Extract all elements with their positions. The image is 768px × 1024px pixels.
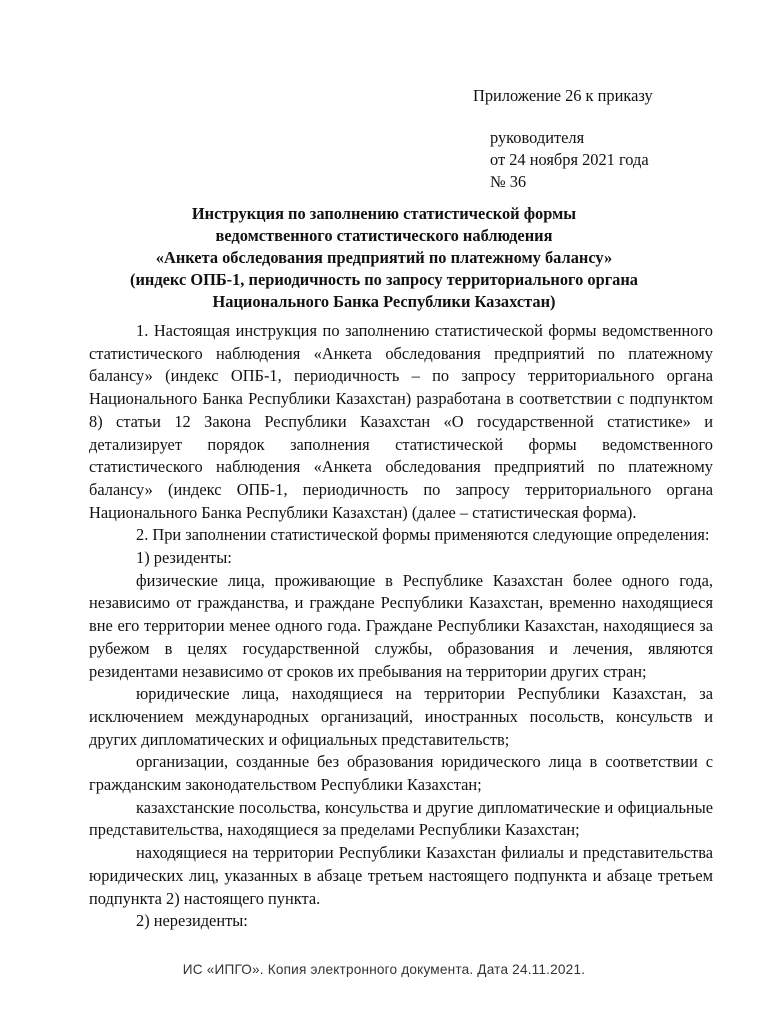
document-footer: ИС «ИПГО». Копия электронного документа. Дата 24.11.2021. <box>182 962 586 977</box>
title-line: ведомственного статистического наблюдения <box>215 226 553 245</box>
paragraph-residents-branches: находящиеся на территории Республики Казахстан филиалы и представительства юридических лиц, указанных в абзаце третьем настоящего подпункта и абзаце третьем подпункта 2) настоящего пункта. <box>89 843 713 908</box>
paragraph-residents-heading: 1) резиденты: <box>136 548 232 568</box>
paragraph-residents-organizations: организации, созданные без образования юридического лица в соответствии с гражданским законодательством Республики Казахстан; <box>89 752 713 795</box>
paragraph-clause-1: 1. Настоящая инструкция по заполнению статистической формы ведомственного статистического наблюдения «Анкета обследования предприятий по платежному балансу» (индекс ОПБ-1, периодичность – по запросу территориального органа Национального Банка Республики Казахстан) разработана в соответствии с подпунктом 8) статьи 12 Закона Республики Казахстан «О государственной статистике» и детализирует порядок заполнения статистической формы ведомственного статистического наблюдения «Анкета обследования предприятий по платежному балансу» (индекс ОПБ-1, периодичность по запросу территориального органа Национального Банка Республики Казахстан) (далее – статистическая форма). <box>89 321 713 522</box>
title-line: Национального Банка Республики Казахстан) <box>212 292 556 311</box>
paragraph-nonresidents-heading: 2) нерезиденты: <box>136 911 248 931</box>
paragraph-clause-2: 2. При заполнении статистической формы применяются следующие определения: <box>136 525 710 545</box>
title-line: (индекс ОПБ-1, периодичность по запросу территориального органа <box>130 270 638 289</box>
appendix-line-position: руководителя <box>490 128 585 147</box>
paragraph-residents-embassies: казахстанские посольства, консульства и другие дипломатические и официальные представительства, находящиеся за пределами Республики Казахстан; <box>89 797 713 840</box>
title-line: Инструкция по заполнению статистической формы <box>191 204 577 223</box>
appendix-title: Приложение 26 к приказу <box>473 86 653 105</box>
appendix-line-number: № 36 <box>490 172 527 191</box>
document-body <box>89 320 713 933</box>
paragraph-residents-legal-entities: юридические лица, находящиеся на территории Республики Казахстан, за исключением международных организаций, иностранных посольств, консульств и других дипломатических и официальных представительств; <box>89 684 713 749</box>
appendix-line-date: от 24 ноября 2021 года <box>490 150 649 169</box>
document-title <box>80 203 688 313</box>
appendix-details <box>490 127 649 193</box>
title-line: «Анкета обследования предприятий по платежному балансу» <box>155 248 613 267</box>
paragraph-residents-individuals: физические лица, проживающие в Республике Казахстан более одного года, независимо от гражданства, и граждане Республики Казахстан, временно находящиеся вне его территории менее одного года. Граждане Республики Казахстан, находящиеся за рубежом в целях государственной службы, образования и лечения, являются резидентами независимо от сроков их пребывания на территории других стран; <box>89 570 713 681</box>
